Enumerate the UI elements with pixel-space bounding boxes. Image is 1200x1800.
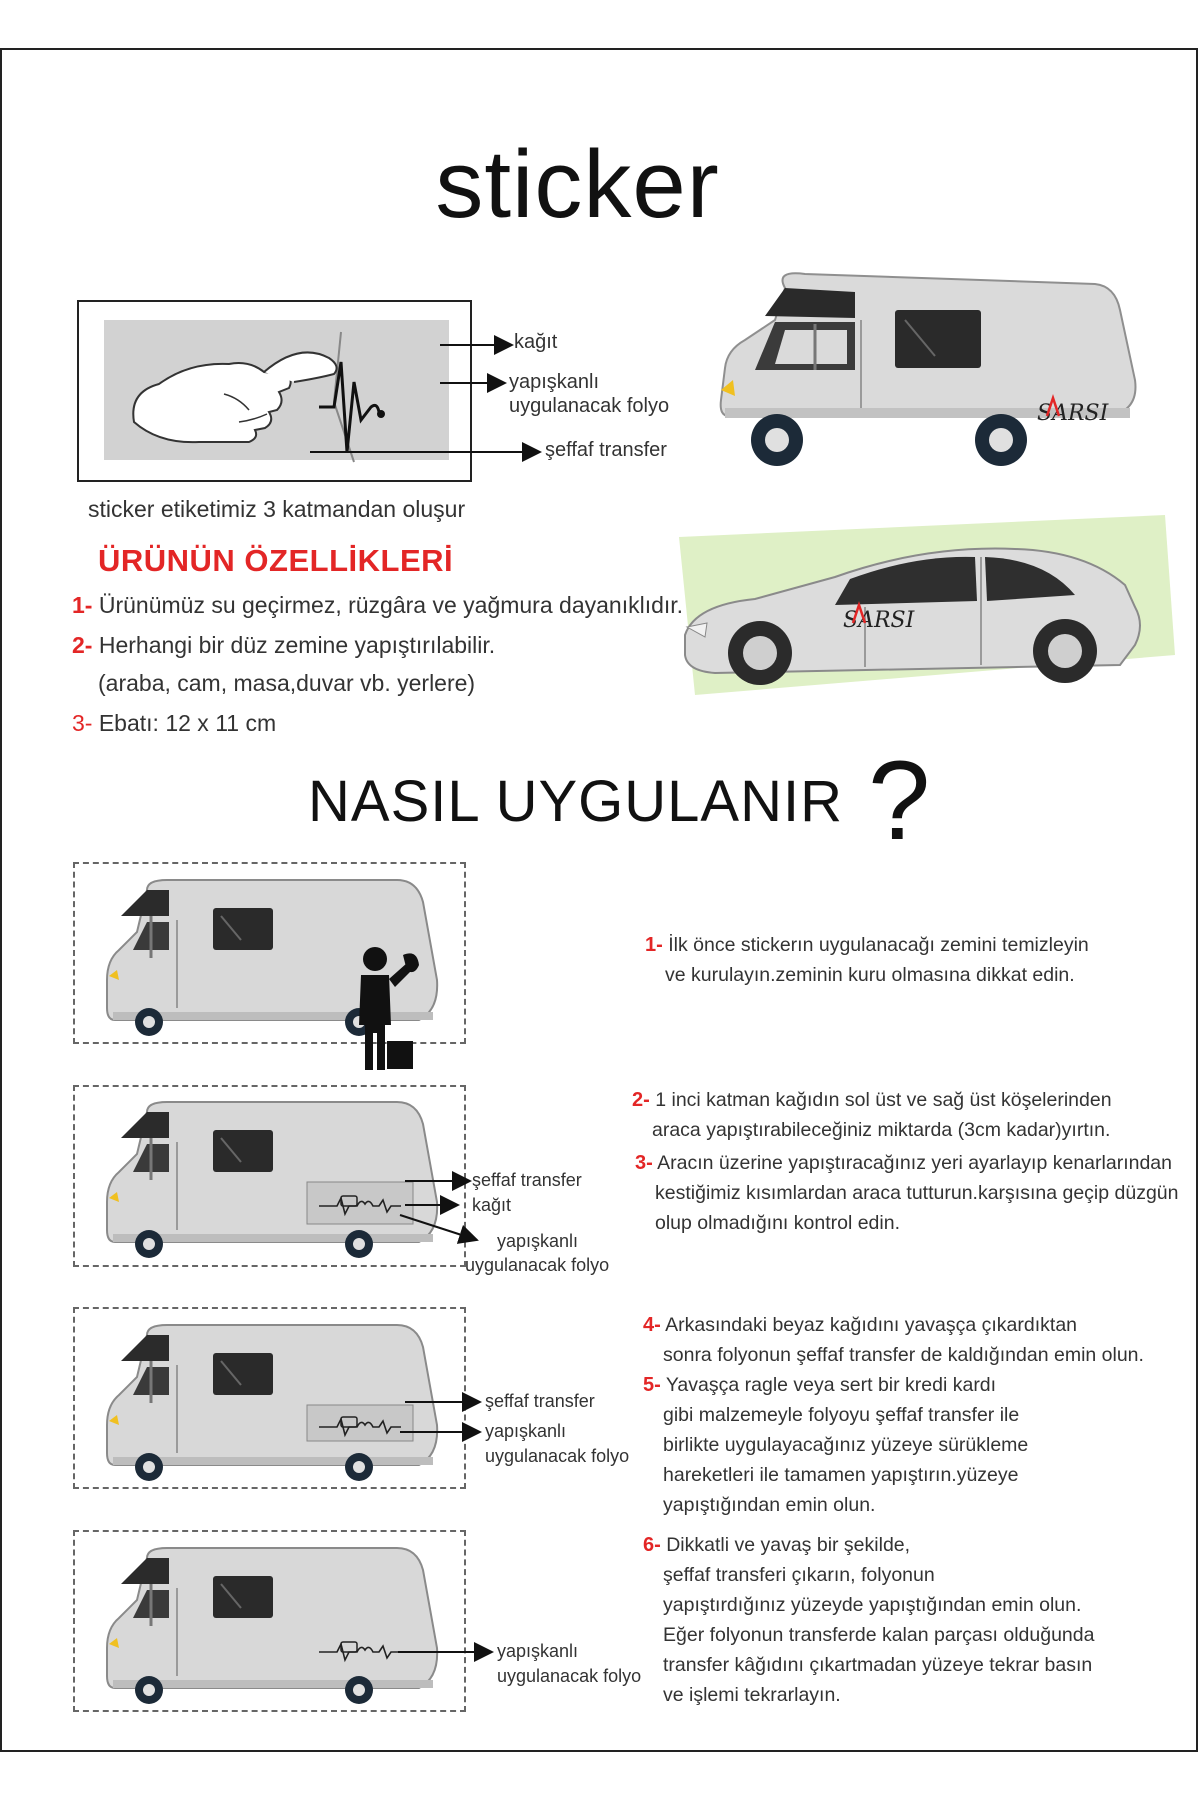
- howto-question-mark: ?: [868, 738, 931, 863]
- feature-text-2: Herhangi bir düz zemine yapıştırılabilir.: [98, 632, 496, 658]
- step-3-line-1: Aracın üzerine yapıştıracağınız yeri ayarlayıp kenarlarından: [657, 1152, 1172, 1174]
- step-5: [643, 1370, 1028, 1520]
- label-paper: kağıt: [514, 331, 558, 353]
- step3-van: [107, 1325, 447, 1485]
- step-5-num: 5-: [643, 1374, 661, 1396]
- step-3-line-3: olup olmadığını kontrol edin.: [655, 1212, 900, 1234]
- person-cleaning-icon: [345, 945, 425, 1075]
- layer-illustration: [79, 302, 474, 484]
- step4-label-adhesive-2: uygulanacak folyo: [497, 1666, 642, 1686]
- step-5-line-2: gibi malzemeyle folyoyu şeffaf transfer ile: [663, 1404, 1020, 1426]
- feature-item-1: [72, 592, 683, 619]
- step-1-num: 1-: [645, 934, 663, 956]
- feature-text-1: Ürünümüz su geçirmez, rüzgâra ve yağmura dayanıklıdır.: [98, 592, 684, 618]
- label-transfer: şeffaf transfer: [545, 439, 667, 461]
- feature-item-2-note: [98, 670, 475, 697]
- step-5-line-3: birlikte uygulayacağınız yüzeye sürükleme: [663, 1434, 1029, 1456]
- poster-title: sticker: [435, 131, 720, 238]
- label-adhesive-2: uygulanacak folyo: [509, 395, 670, 417]
- step-4-num: 4-: [643, 1314, 661, 1336]
- step3-label-adhesive-1: yapışkanlı: [485, 1421, 567, 1441]
- step-6-line-5: transfer kâğıdını çıkartmadan yüzeye tekrar basın: [663, 1654, 1093, 1676]
- feature-item-3: [72, 710, 276, 737]
- step2-van: [107, 1102, 447, 1262]
- step-6: [643, 1530, 1094, 1710]
- step4-van: [107, 1548, 447, 1708]
- feature-num-2: 2-: [72, 632, 93, 658]
- car-brand-text: SARSI: [843, 608, 915, 633]
- layers-caption: sticker etiketimiz 3 katmandan oluşur: [88, 496, 466, 522]
- step2-label-adhesive-2: uygulanacak folyo: [465, 1255, 610, 1275]
- step-2-line-2: araca yapıştırabileceğiniz miktarda (3cm kadar)yırtın.: [652, 1119, 1111, 1141]
- step2-label-paper: kağıt: [472, 1195, 512, 1215]
- step3-label-adhesive-2: uygulanacak folyo: [485, 1446, 630, 1466]
- step-6-line-2: şeffaf transferi çıkarın, folyonun: [663, 1564, 935, 1586]
- motorhome-illustration: [715, 240, 1155, 470]
- step-6-line-1: Dikkatli ve yavaş bir şekilde,: [666, 1534, 911, 1556]
- layer-diagram: [77, 300, 472, 482]
- step-4-line-2: sonra folyonun şeffaf transfer de kaldığından emin olun.: [663, 1344, 1144, 1366]
- car-illustration: [665, 515, 1185, 705]
- step2-label-adhesive-1: yapışkanlı: [497, 1231, 579, 1251]
- motorhome-brand-text: SARSI: [1037, 401, 1109, 426]
- step-5-line-4: hareketleri ile tamamen yapıştırın.yüzeye: [663, 1464, 1019, 1486]
- howto-heading: NASIL UYGULANIR: [308, 769, 843, 834]
- step4-label-adhesive-1: yapışkanlı: [497, 1641, 579, 1661]
- step-5-line-1: Yavaşça ragle veya sert bir kredi kardı: [665, 1374, 997, 1396]
- step-6-num: 6-: [643, 1534, 661, 1556]
- step-4-line-1: Arkasındaki beyaz kağıdını yavaşça çıkardıktan: [665, 1314, 1078, 1336]
- feature-num-1: 1-: [72, 592, 93, 618]
- feature-num-3: 3-: [72, 710, 93, 736]
- step-4: [643, 1310, 1144, 1370]
- step-6-line-4: Eğer folyonun transferde kalan parçası olduğunda: [663, 1624, 1095, 1646]
- feature-text-3: Ebatı: 12 x 11 cm: [98, 710, 277, 736]
- step-3: [635, 1148, 1179, 1238]
- step-2-num: 2-: [632, 1089, 650, 1111]
- label-adhesive-1: yapışkanlı: [509, 371, 600, 393]
- step-3-line-2: kestiğimiz kısımlardan araca tutturun.karşısına geçip düzgün: [655, 1182, 1179, 1204]
- step-1-line-1: İlk önce stickerın uygulanacağı zemini temizleyin: [668, 934, 1089, 956]
- step-1: [645, 930, 1089, 990]
- step2-label-transfer: şeffaf transfer: [472, 1170, 582, 1190]
- step-3-num: 3-: [635, 1152, 653, 1174]
- feature-item-2: [72, 632, 495, 659]
- step-5-line-5: yapıştığından emin olun.: [663, 1494, 876, 1516]
- feature-text-2-note: (araba, cam, masa,duvar vb. yerlere): [98, 670, 476, 696]
- features-heading: ÜRÜNÜN ÖZELLİKLERİ: [98, 543, 454, 578]
- step-6-line-6: ve işlemi tekrarlayın.: [663, 1684, 841, 1706]
- step-2-line-1: 1 inci katman kağıdın sol üst ve sağ üst köşelerinden: [655, 1089, 1112, 1111]
- step-2: [632, 1085, 1112, 1145]
- step3-label-transfer: şeffaf transfer: [485, 1391, 595, 1411]
- step-6-line-3: yapıştırdığınız yüzeyde yapıştığından emin olun.: [663, 1594, 1082, 1616]
- step-1-line-2: ve kurulayın.zeminin kuru olmasına dikkat edin.: [665, 964, 1075, 986]
